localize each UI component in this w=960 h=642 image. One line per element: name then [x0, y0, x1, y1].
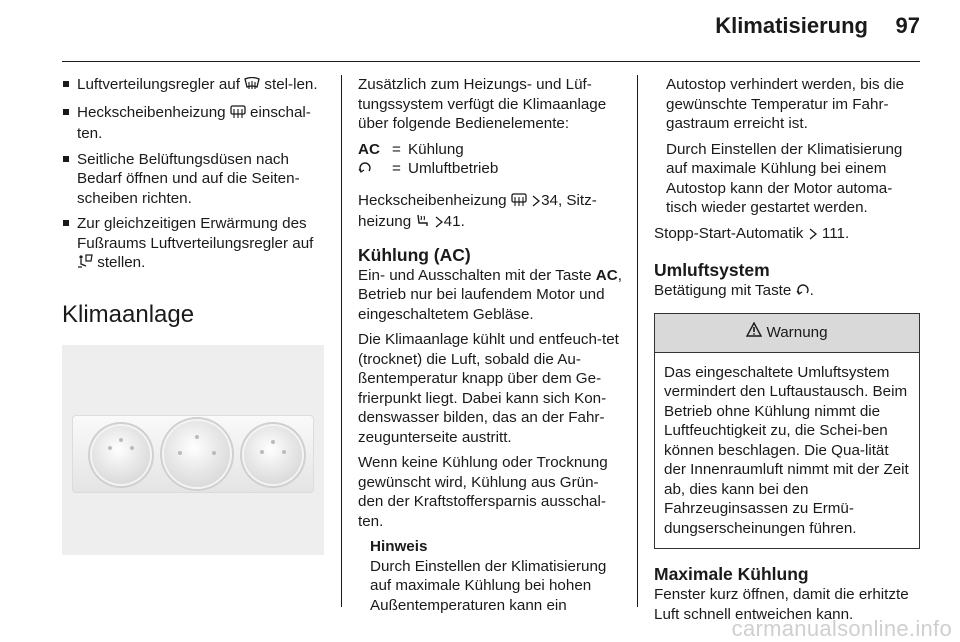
max-cooling-text: Fenster kurz öffnen, damit die erhitzte Luft schnell entweichen kann. [654, 586, 909, 623]
cooling-paragraph: Ein- und Ausschalten mit der Taste AC, Betrieb nur bei laufendem Motor und eingeschaltetem Gebläse. [358, 266, 622, 323]
subsection-title-cooling: Kühlung (AC) [358, 244, 471, 265]
page-number: 97 [895, 13, 920, 38]
climate-control-panel-photo [62, 345, 324, 555]
column-right [654, 75, 920, 630]
warning-text: Das eingeschaltete Umluftsystem vermindert den Luftaustausch. Beim Betrieb ohne Kühlung nimmt die Luftfeuchtigkeit zu, die Schei-ben können beschlagen. Die Qua-lität der Innenraumluft nimmt mit der Zeit ab, dies kann bei den Fahrzeuginsassen zu Ermü-dungserscheinungen führen. [664, 363, 909, 537]
note-box [358, 537, 622, 615]
subsection-title-recirculation: Umluftsystem [654, 260, 770, 280]
rear-window-heater-icon [230, 105, 246, 125]
cooling-paragraph: Die Klimaanlage kühlt und entfeuch-tet (trocknet) die Luft, sobald die Au-ßentemperatur knapp über dem Ge-frierpunkt liegt. Dabei kann sich Kon-denswasser bilden, das an der Fahr-zeugunterseite austritt. [358, 331, 619, 446]
stop-start-reference: Stopp-Start-Automatik 111. [654, 224, 920, 246]
recirculation-icon [796, 283, 810, 303]
note-title: Hinweis [370, 538, 428, 555]
page-link[interactable]: 34 [541, 191, 558, 209]
header-divider [62, 61, 920, 62]
note-text: Durch Einstellen der Klimatisierung auf maximale Kühlung bei hohen Außentemperaturen kann ein [370, 557, 607, 614]
page-reference-icon [531, 193, 541, 213]
fan-speed-knob [164, 421, 230, 487]
subsection-title-max-cooling: Maximale Kühlung [654, 564, 809, 584]
heating-reference: Heckscheibenheizung 34, Sitz-heizung 41. [358, 191, 622, 234]
column-divider [637, 75, 638, 607]
warning-icon [746, 322, 762, 343]
list-item: Luftverteilungsregler auf stel-len. [62, 75, 328, 97]
watermark: carmanualsonline.info [731, 615, 952, 641]
list-item: Heckscheibenheizung einschal-ten. [62, 103, 328, 144]
instruction-list [62, 75, 328, 275]
control-key-ac: AC [358, 140, 380, 158]
warning-box [654, 313, 920, 550]
column-divider [341, 75, 342, 607]
list-item: Zur gleichzeitigen Erwärmung des Fußraums Luftverteilungsregler auf stellen. [62, 214, 328, 275]
column-left [62, 75, 328, 555]
windscreen-icon [244, 77, 260, 97]
footwell-windscreen-icon [77, 254, 93, 275]
section-title-climate-control: Klimaanlage [62, 300, 195, 328]
list-item: Seitliche Belüftungsdüsen nach Bedarf öffnen und auf die Seiten-scheiben richten. [62, 150, 328, 209]
warning-title: Warnung [766, 323, 828, 341]
note-continuation: Autostop verhindert werden, bis die gewünschte Temperatur im Fahr-gastraum erreicht ist. Durch Einstellen der Klimatisierung auf maximale Kühlung bei einem Autostop kann der Motor automa-tisch wieder gestartet werden. [666, 76, 905, 216]
recirculation-icon [358, 161, 372, 181]
page-reference-icon [808, 226, 818, 246]
cooling-paragraph: Wenn keine Kühlung oder Trocknung gewünscht wird, Kühlung aus Grün-den der Kraftstoffersparnis ausschal-ten. [358, 454, 608, 530]
page-link[interactable]: 111 [821, 224, 845, 242]
recirculation-text: Betätigung mit Taste . [654, 281, 920, 303]
page-header-title: Klimatisierung [715, 13, 868, 38]
rear-window-heater-icon [511, 193, 527, 213]
intro-paragraph: Zusätzlich zum Heizungs- und Lüf-tungssystem verfügt die Klimaanlage über folgende Bedienelemente: [358, 76, 607, 132]
controls-legend: AC = Kühlung = Umluftbetrieb [358, 140, 622, 181]
page-reference-icon [434, 214, 444, 234]
air-distribution-knob [244, 426, 302, 484]
page-link[interactable]: 41 [443, 213, 461, 230]
temperature-knob [92, 426, 150, 484]
seat-heater-icon [415, 214, 429, 234]
column-middle [358, 75, 622, 615]
